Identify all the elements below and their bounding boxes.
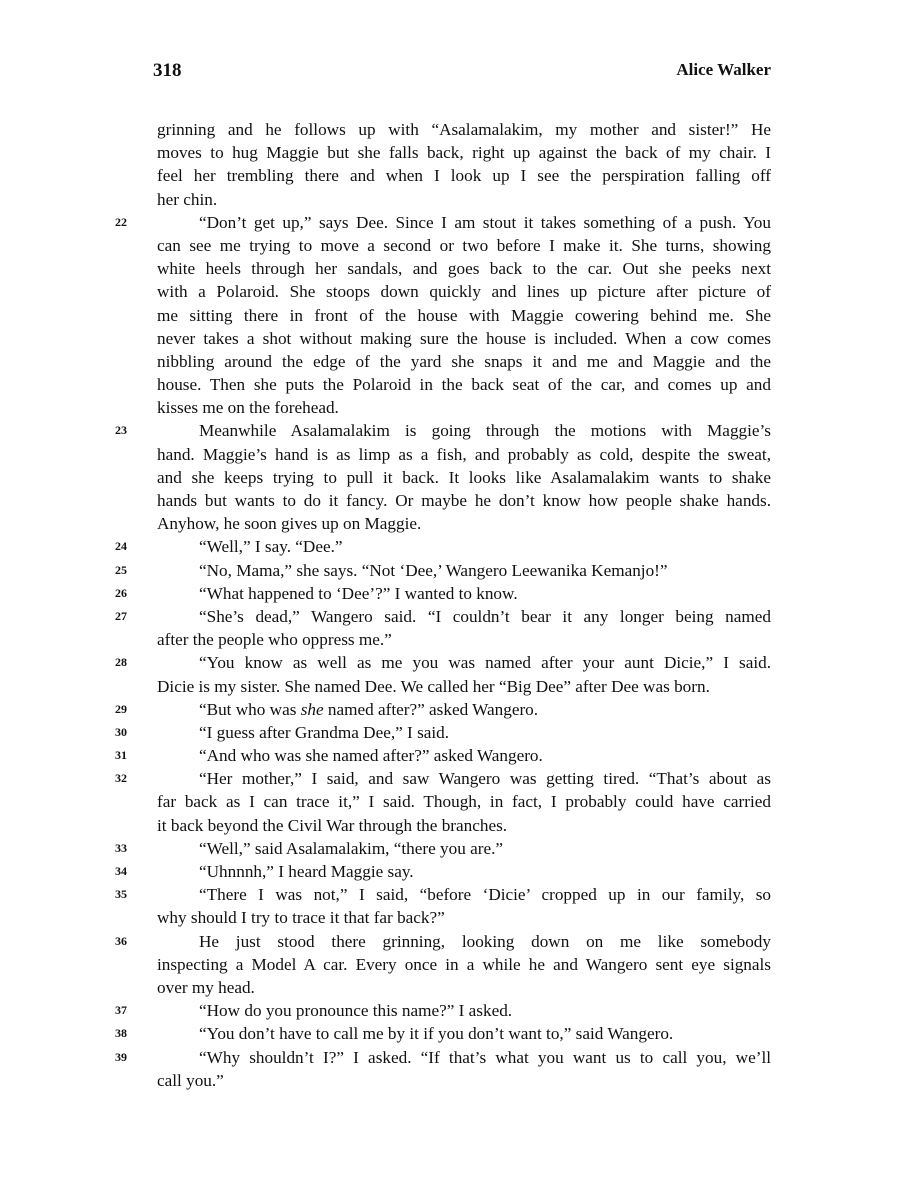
paragraph [115,559,771,582]
text-line: “Uhnnnh,” I heard Maggie say. [199,862,414,881]
paragraph [115,744,771,767]
paragraph-number: 31 [115,748,127,763]
text-line: “Don’t get up,” says Dee. Since I am stout it takes something of a push. You [199,212,771,232]
text-line: call you.” [157,1070,224,1090]
text-line: her chin. [157,189,218,209]
text-line: can see me trying to move a second or two before I make it. She turns, showing [157,235,771,255]
paragraph-number: 33 [115,840,127,855]
paragraph [115,837,771,860]
text-line: “No, Mama,” she says. “Not ‘Dee,’ Wangero Leewanika Kemanjo!” [199,560,668,580]
paragraph [115,999,771,1022]
paragraph-number: 28 [115,655,127,670]
paragraph [115,767,771,837]
text-line: grinning and he follows up with “Asalamalakim, my mother and sister!” He [157,120,771,139]
paragraph-number: 25 [115,562,127,577]
text-line: “There I was not,” I said, “before ‘Dicie’ cropped up in our family, so [199,885,771,905]
text-line: it back beyond the Civil War through the branches. [157,815,508,835]
page-number: 318 [153,60,182,81]
text-line: nibbling around the edge of the yard she snaps it and me and Maggie and the [157,351,771,371]
text-line: and she keeps trying to pull it back. It looks like Asalamalakim wants to shake [157,467,771,487]
text-line: never takes a shot without making sure the house is included. When a cow comes [157,328,771,348]
text-line: moves to hug Maggie but she falls back, right up against the back of my chair. I [157,143,771,163]
paragraph [115,419,771,535]
page-header [153,60,771,86]
paragraph-number: 23 [115,423,127,438]
text-line: hands but wants to do it fancy. Or maybe he don’t know how people shake hands. [157,491,771,510]
paragraph [115,721,771,744]
text-line: far back as I can trace it,” I said. Though, in fact, I probably could have carried [157,792,771,812]
paragraph [115,698,771,721]
paragraph [115,1046,771,1092]
paragraph-number: 26 [115,585,127,600]
paragraph [115,883,771,929]
paragraph-number: 35 [115,887,127,902]
paragraph [115,860,771,883]
text-line: why should I try to trace it that far back?” [157,908,445,928]
text-run: “But who was [199,699,301,719]
paragraph [115,605,771,651]
paragraph-number: 38 [115,1026,127,1041]
text-line: “What happened to ‘Dee’?” I wanted to know. [199,583,518,603]
paragraph-number: 30 [115,724,127,739]
text-line: “Her mother,” I said, and saw Wangero was getting tired. “That’s about as [199,769,771,789]
paragraph-number: 36 [115,933,127,948]
text-line: house. Then she puts the Polaroid in the back seat of the car, and comes up and [157,375,771,395]
paragraph-number: 34 [115,864,127,878]
paragraph [157,118,771,211]
text-run: named after?” asked Wangero. [323,699,539,719]
text-line: hand. Maggie’s hand is as limp as a fish, and probably as cold, despite the sweat, [157,444,771,464]
running-head: Alice Walker [676,60,771,79]
emphasized-text: she [300,699,324,719]
text-line: inspecting a Model A car. Every once in a while he and Wangero sent eye signals [157,954,771,974]
text-line: “And who was she named after?” asked Wangero. [199,746,543,766]
paragraph-number: 29 [115,701,127,716]
text-line: He just stood there grinning, looking down on me like somebody [199,931,771,951]
text-line: Dicie is my sister. She named Dee. We called her “Big Dee” after Dee was born. [157,676,710,696]
text-line: kisses me on the forehead. [157,398,339,418]
text-line: “You don’t have to call me by it if you don’t want to,” said Wangero. [199,1024,674,1044]
text-line [157,698,771,721]
paragraph [115,582,771,605]
paragraph [115,930,771,1000]
paragraph-number: 39 [115,1049,127,1064]
text-line: “I guess after Grandma Dee,” I said. [199,722,450,742]
paragraph [115,535,771,558]
body-text [0,118,918,1092]
text-line: after the people who oppress me.” [157,630,392,650]
paragraph-number: 32 [115,771,127,786]
paragraph [115,651,771,697]
text-line: “You know as well as me you was named after your aunt Dicie,” I said. [199,653,771,673]
text-line: “Well,” said Asalamalakim, “there you are.” [199,838,504,858]
text-line: “Well,” I say. “Dee.” [199,537,343,557]
text-line: “How do you pronounce this name?” I asked. [199,1001,513,1021]
paragraph-number: 22 [115,214,127,229]
text-line: white heels through her sandals, and goes back to the car. Out she peeks next [157,259,771,279]
text-line: over my head. [157,977,255,997]
text-line: Anyhow, he soon gives up on Maggie. [157,514,422,534]
paragraph-number: 24 [115,539,127,554]
text-line: feel her trembling there and when I look up I see the perspiration falling off [157,166,771,186]
text-line: me sitting there in front of the house with Maggie cowering behind me. She [157,305,771,325]
text-line: “Why shouldn’t I?” I asked. “If that’s what you want us to call you, we’ll [199,1047,771,1067]
paragraph-number: 37 [115,1003,127,1018]
text-line: with a Polaroid. She stoops down quickly and lines up picture after picture of [157,282,771,302]
paragraph-number: 27 [115,608,127,623]
paragraph [115,1022,771,1045]
text-line: “She’s dead,” Wangero said. “I couldn’t bear it any longer being named [199,606,771,626]
text-line: Meanwhile Asalamalakim is going through the motions with Maggie’s [199,421,771,441]
paragraph [115,211,771,420]
